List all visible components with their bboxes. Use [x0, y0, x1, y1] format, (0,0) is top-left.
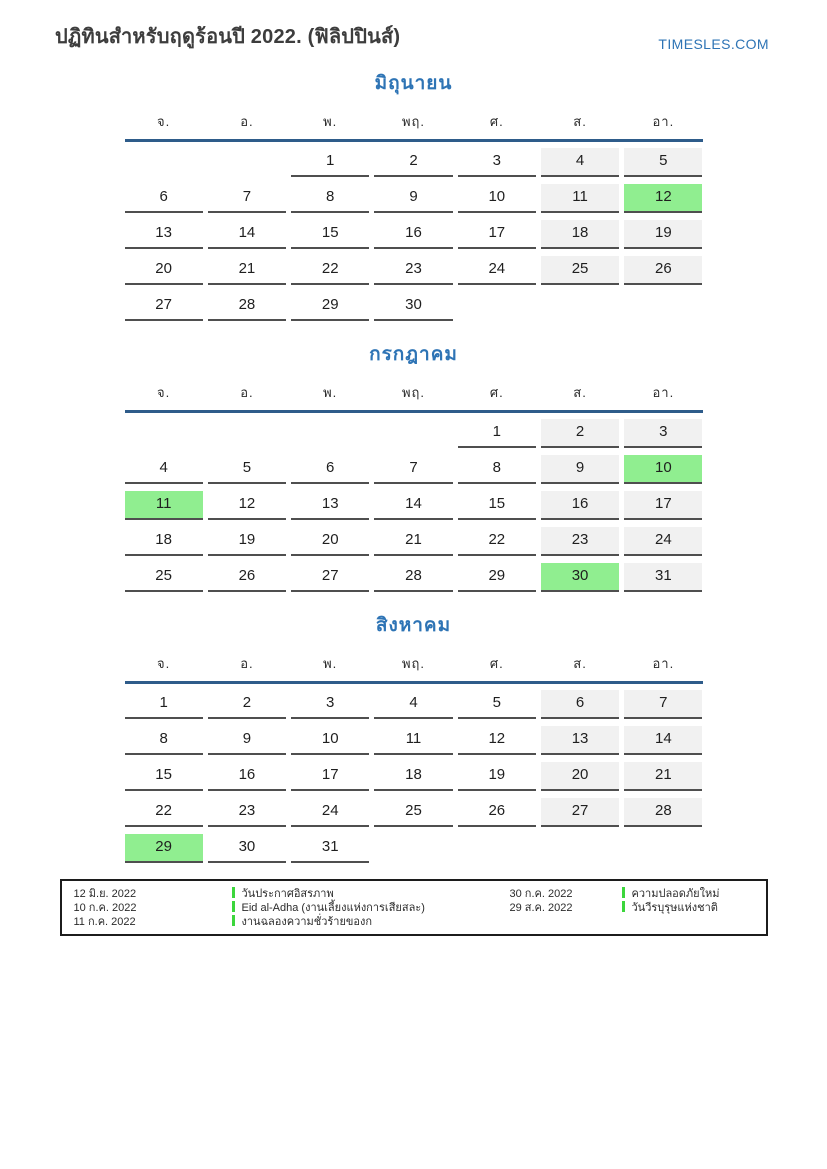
day-cell: 20 [291, 527, 369, 556]
weekend-day-cell: 5 [624, 148, 702, 177]
day-cell: 29 [458, 563, 536, 592]
day-cell: 29 [291, 292, 369, 321]
legend-entry [74, 914, 510, 927]
weekend-day-cell: 2 [541, 419, 619, 448]
day-cell: 21 [374, 527, 452, 556]
day-cell: 26 [458, 798, 536, 827]
day-cell: 28 [374, 563, 452, 592]
weekday-label: จ. [157, 114, 171, 129]
empty-cell [541, 834, 619, 863]
day-cell: 13 [125, 220, 203, 249]
day-cell: 7 [374, 455, 452, 484]
month-title: กรกฎาคม [369, 344, 458, 365]
weekday-label: ส. [573, 385, 587, 400]
day-cell: 2 [208, 690, 286, 719]
weekend-day-cell: 28 [624, 798, 702, 827]
empty-cell [208, 148, 286, 177]
month-title: สิงหาคม [375, 615, 452, 636]
empty-cell [374, 419, 452, 448]
empty-cell [458, 292, 536, 321]
day-cell: 22 [291, 256, 369, 285]
weekend-day-cell: 17 [624, 491, 702, 520]
weekend-day-cell: 26 [624, 256, 702, 285]
day-cell: 10 [458, 184, 536, 213]
day-cell: 19 [458, 762, 536, 791]
day-cell: 16 [208, 762, 286, 791]
empty-cell [541, 292, 619, 321]
empty-cell [125, 419, 203, 448]
empty-cell [374, 834, 452, 863]
page-title: ปฏิทินสำหรับฤดูร้อนปี 2022. (ฟิลิปปินส์) [55, 26, 401, 48]
empty-cell [458, 834, 536, 863]
day-cell: 6 [125, 184, 203, 213]
legend-column-left [74, 886, 510, 927]
day-cell: 13 [291, 491, 369, 520]
legend-date: 30 ก.ค. 2022 [509, 887, 573, 900]
holiday-marker-icon [232, 887, 235, 898]
weekday-header [125, 382, 703, 403]
day-cell: 4 [125, 455, 203, 484]
day-cell: 15 [291, 220, 369, 249]
day-cell: 14 [374, 491, 452, 520]
weekday-label: อ. [240, 656, 254, 671]
day-cell: 11 [374, 726, 452, 755]
day-cell: 1 [458, 419, 536, 448]
day-cell: 14 [208, 220, 286, 249]
holiday-marker-icon [232, 915, 235, 926]
day-cell: 3 [458, 148, 536, 177]
weekend-day-cell: 3 [624, 419, 702, 448]
weekday-label: ส. [573, 114, 587, 129]
day-cell: 28 [208, 292, 286, 321]
day-cell: 21 [208, 256, 286, 285]
day-cell: 27 [291, 563, 369, 592]
empty-cell [125, 148, 203, 177]
day-cell: 31 [291, 834, 369, 863]
weekend-day-cell: 13 [541, 726, 619, 755]
weekday-label: พฤ. [401, 385, 426, 400]
weekday-label: พ. [323, 385, 338, 400]
weekend-day-cell: 18 [541, 220, 619, 249]
weekday-label: อา. [652, 656, 675, 671]
day-cell: 12 [208, 491, 286, 520]
day-cell: 5 [458, 690, 536, 719]
legend-date: 11 ก.ค. 2022 [73, 915, 136, 928]
month-title: มิถุนายน [374, 73, 453, 94]
legend-holiday-name: งานฉลองความชั่วร้ายของก [241, 915, 373, 928]
month-grid [125, 690, 703, 863]
weekday-header [125, 653, 703, 674]
legend-label [622, 898, 718, 916]
weekday-label: อ. [240, 114, 254, 129]
day-cell: 7 [208, 184, 286, 213]
holiday-day-cell: 10 [624, 455, 702, 484]
empty-cell [208, 419, 286, 448]
weekday-header [125, 111, 703, 132]
day-cell: 17 [291, 762, 369, 791]
day-cell: 10 [291, 726, 369, 755]
day-cell: 8 [125, 726, 203, 755]
weekday-label: พฤ. [401, 114, 426, 129]
weekend-day-cell: 31 [624, 563, 702, 592]
day-cell: 18 [125, 527, 203, 556]
day-cell: 8 [291, 184, 369, 213]
day-cell: 19 [208, 527, 286, 556]
weekday-label: พ. [323, 114, 338, 129]
day-cell: 25 [374, 798, 452, 827]
day-cell: 8 [458, 455, 536, 484]
day-cell: 30 [208, 834, 286, 863]
weekend-day-cell: 27 [541, 798, 619, 827]
weekday-label: จ. [157, 385, 171, 400]
weekend-day-cell: 19 [624, 220, 702, 249]
weekday-label: อา. [652, 385, 675, 400]
legend-date: 29 ส.ค. 2022 [509, 901, 573, 914]
day-cell: 17 [458, 220, 536, 249]
weekend-day-cell: 11 [541, 184, 619, 213]
weekend-day-cell: 20 [541, 762, 619, 791]
weekday-label: จ. [157, 656, 171, 671]
day-cell: 20 [125, 256, 203, 285]
day-cell: 25 [125, 563, 203, 592]
month-grid [125, 148, 703, 321]
day-cell: 24 [458, 256, 536, 285]
empty-cell [624, 292, 702, 321]
holiday-day-cell: 11 [125, 491, 203, 520]
holiday-day-cell: 30 [541, 563, 619, 592]
day-cell: 18 [374, 762, 452, 791]
day-cell: 3 [291, 690, 369, 719]
weekend-day-cell: 7 [624, 690, 702, 719]
legend-holiday-name: วันวีรบุรุษแห่งชาติ [631, 901, 718, 914]
day-cell: 16 [374, 220, 452, 249]
weekend-day-cell: 24 [624, 527, 702, 556]
weekday-label: พฤ. [401, 656, 426, 671]
weekday-label: อ. [240, 385, 254, 400]
day-cell: 2 [374, 148, 452, 177]
day-cell: 4 [374, 690, 452, 719]
holiday-day-cell: 29 [125, 834, 203, 863]
day-cell: 30 [374, 292, 452, 321]
site-link[interactable]: TIMESLES.COM [658, 36, 769, 52]
day-cell: 22 [125, 798, 203, 827]
holiday-marker-icon [622, 887, 625, 898]
day-cell: 22 [458, 527, 536, 556]
day-cell: 12 [458, 726, 536, 755]
weekend-day-cell: 4 [541, 148, 619, 177]
month-0 [125, 68, 703, 321]
weekend-day-cell: 23 [541, 527, 619, 556]
legend-date: 12 มิ.ย. 2022 [73, 887, 137, 900]
month-grid [125, 419, 703, 592]
day-cell: 23 [374, 256, 452, 285]
empty-cell [291, 419, 369, 448]
weekend-day-cell: 6 [541, 690, 619, 719]
month-divider [125, 139, 703, 142]
legend-label [232, 912, 373, 930]
month-divider [125, 410, 703, 413]
month-1 [125, 339, 703, 592]
day-cell: 27 [125, 292, 203, 321]
weekend-day-cell: 9 [541, 455, 619, 484]
day-cell: 15 [458, 491, 536, 520]
holiday-day-cell: 12 [624, 184, 702, 213]
page-header [0, 0, 827, 52]
weekend-day-cell: 21 [624, 762, 702, 791]
legend-box [60, 879, 768, 936]
day-cell: 1 [291, 148, 369, 177]
legend-holiday-name: Eid al-Adha (งานเลี้ยงแห่งการเสียสละ) [241, 901, 425, 914]
holiday-marker-icon [232, 901, 235, 912]
weekend-day-cell: 16 [541, 491, 619, 520]
month-divider [125, 681, 703, 684]
day-cell: 26 [208, 563, 286, 592]
day-cell: 9 [374, 184, 452, 213]
day-cell: 6 [291, 455, 369, 484]
weekday-label: ส. [573, 656, 587, 671]
month-2 [125, 610, 703, 863]
weekday-label: ศ. [489, 385, 504, 400]
weekday-label: ศ. [489, 114, 504, 129]
legend-date: 10 ก.ค. 2022 [73, 901, 137, 914]
weekday-label: ศ. [489, 656, 504, 671]
day-cell: 24 [291, 798, 369, 827]
legend-holiday-name: วันประกาศอิสรภาพ [241, 887, 334, 900]
weekend-day-cell: 25 [541, 256, 619, 285]
weekend-day-cell: 14 [624, 726, 702, 755]
day-cell: 5 [208, 455, 286, 484]
holiday-marker-icon [622, 901, 625, 912]
weekday-label: พ. [323, 656, 338, 671]
day-cell: 23 [208, 798, 286, 827]
day-cell: 15 [125, 762, 203, 791]
legend-holiday-name: ความปลอดภัยใหม่ [631, 887, 720, 900]
empty-cell [624, 834, 702, 863]
legend-column-right [510, 886, 758, 927]
day-cell: 1 [125, 690, 203, 719]
months [0, 68, 827, 863]
day-cell: 9 [208, 726, 286, 755]
legend-entry [510, 900, 758, 913]
weekday-label: อา. [652, 114, 675, 129]
